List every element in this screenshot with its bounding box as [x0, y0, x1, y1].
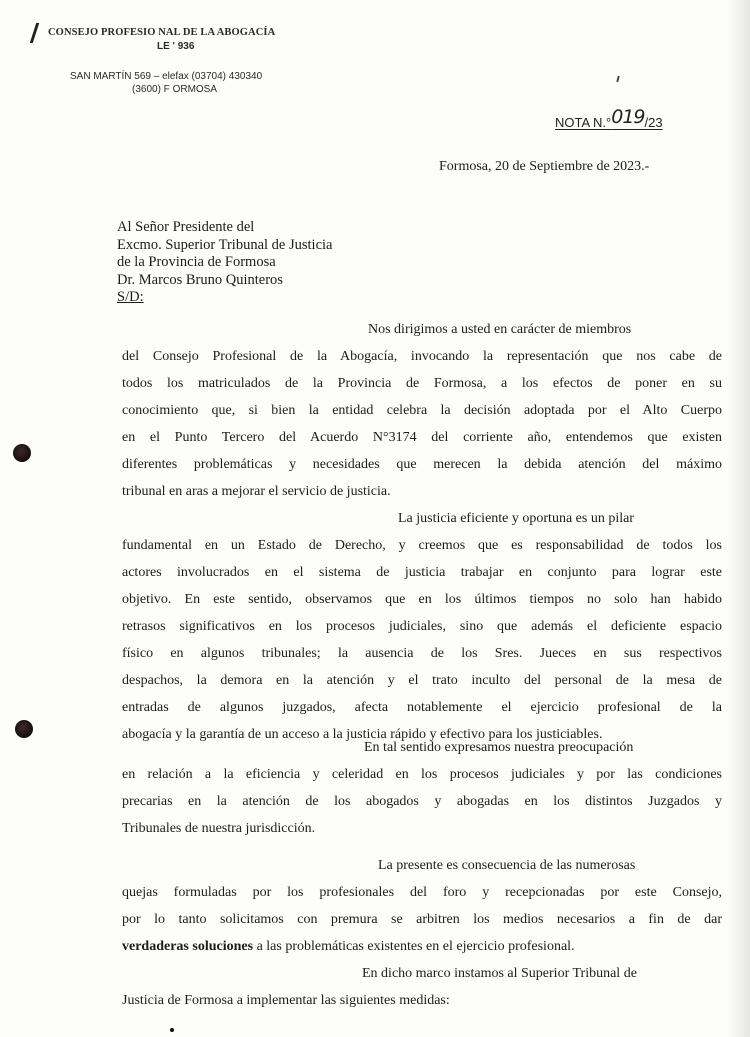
paragraph-line: físico en algunos tribunales; la ausencia de los Sres. Jueces en sus respectivos	[122, 646, 722, 661]
letterhead-law: LE ' 936	[157, 41, 195, 52]
note-suffix: /23	[644, 115, 663, 130]
paragraph-line: retrasos significativos en los procesos judiciales, sino que además el deficiente espacio	[122, 619, 722, 634]
paragraph-1	[122, 316, 722, 505]
paragraph-first-line: En tal sentido expresamos nuestra preocupación	[364, 740, 634, 755]
note-number	[555, 106, 663, 132]
addressee-block	[117, 219, 332, 307]
paragraph-line: tribunal en aras a mejorar el servicio de justicia.	[122, 484, 391, 499]
salutation: S/D:	[117, 289, 144, 305]
paragraph-line: objetivo. En este sentido, observamos que en los últimos tiempos no solo han habido	[122, 592, 722, 607]
letterhead-address: SAN MARTÍN 569 – elefax (03704) 430340	[70, 71, 263, 82]
ink-mark	[616, 76, 619, 82]
line-tail: a las problemáticas existentes en el ejercicio profesional.	[253, 939, 575, 954]
letterhead-city: (3600) F ORMOSA	[132, 84, 218, 95]
paragraph-line: entradas de algunos juzgados, afecta notablemente el ejercicio profesional de la	[122, 700, 722, 715]
addressee-line: Al Señor Presidente del	[117, 219, 255, 235]
letter-date: Formosa, 20 de Septiembre de 2023.-	[439, 159, 650, 174]
bold-phrase: verdaderas soluciones	[122, 939, 254, 954]
paragraph-line: conocimiento que, si bien la entidad celebra la decisión adoptada por el Alto Cuerpo	[122, 403, 722, 418]
paragraph-line: diferentes problemáticas y necesidades que merecen la debida atención del máximo	[122, 457, 722, 472]
paragraph-first-line: Nos dirigimos a usted en carácter de miembros	[368, 322, 632, 337]
paragraph-line: todos los matriculados de la Provincia de Formosa, a los efectos de poner en su	[122, 376, 722, 391]
paragraph-line: Justicia de Formosa a implementar las siguientes medidas:	[122, 993, 450, 1008]
note-prefix: NOTA N.°	[555, 115, 612, 130]
paragraph-line: precarias en la atención de los abogados y abogadas en los distintos Juzgados y	[122, 794, 722, 809]
page-edge-shadow	[728, 0, 750, 1037]
paragraph-line: quejas formuladas por los profesionales del foro y recepcionadas por este Consejo,	[122, 885, 722, 900]
paragraph-line: del Consejo Profesional de la Abogacía, invocando la representación que nos cabe de	[122, 349, 722, 364]
punch-hole-icon	[15, 720, 33, 738]
paragraph-3	[122, 734, 722, 842]
paragraph-first-line: La presente es consecuencia de las numerosas	[378, 858, 636, 873]
paragraph-line: actores involucrados en el sistema de justicia trabajar en conjunto para lograr este	[122, 565, 722, 580]
note-handwritten-number: 019	[611, 106, 645, 128]
paragraph-line: por lo tanto solicitamos con premura se arbitren los medios necesarios a fin de dar	[122, 912, 722, 927]
pen-stroke-mark	[30, 23, 39, 43]
paragraph-4	[122, 852, 722, 960]
paragraph-line: Tribunales de nuestra jurisdicción.	[122, 821, 316, 836]
addressee-line: Excmo. Superior Tribunal de Justicia	[117, 236, 333, 253]
list-bullet	[170, 1028, 174, 1032]
paragraph-line: fundamental en un Estado de Derecho, y creemos que es responsabilidad de todos los	[122, 538, 722, 553]
paragraph-first-line: La justicia eficiente y oportuna es un pilar	[398, 511, 634, 526]
paragraph-line: en relación a la eficiencia y celeridad en los procesos judiciales y por las condiciones	[122, 767, 722, 782]
addressee-line: de la Provincia de Formosa	[117, 254, 276, 270]
paragraph-line-bold-lead	[122, 933, 722, 960]
paragraph-line: en el Punto Tercero del Acuerdo N°3174 del corriente año, entendemos que existen	[122, 430, 722, 445]
paragraph-2	[122, 505, 722, 748]
punch-hole-icon	[13, 444, 31, 462]
letterhead-organization: CONSEJO PROFESIO NAL DE LA ABOGACÍA	[48, 27, 276, 38]
paragraph-line: despachos, la demora en la atención y el trato inculto del personal de la mesa de	[122, 673, 722, 688]
paragraph-5	[122, 960, 722, 1014]
paragraph-line: abogacía y la garantía de un acceso a la justicia rápido y efectivo para los justiciables.	[122, 727, 603, 742]
paragraph-first-line: En dicho marco instamos al Superior Tribunal de	[362, 966, 637, 981]
addressee-line: Dr. Marcos Bruno Quinteros	[117, 271, 283, 288]
